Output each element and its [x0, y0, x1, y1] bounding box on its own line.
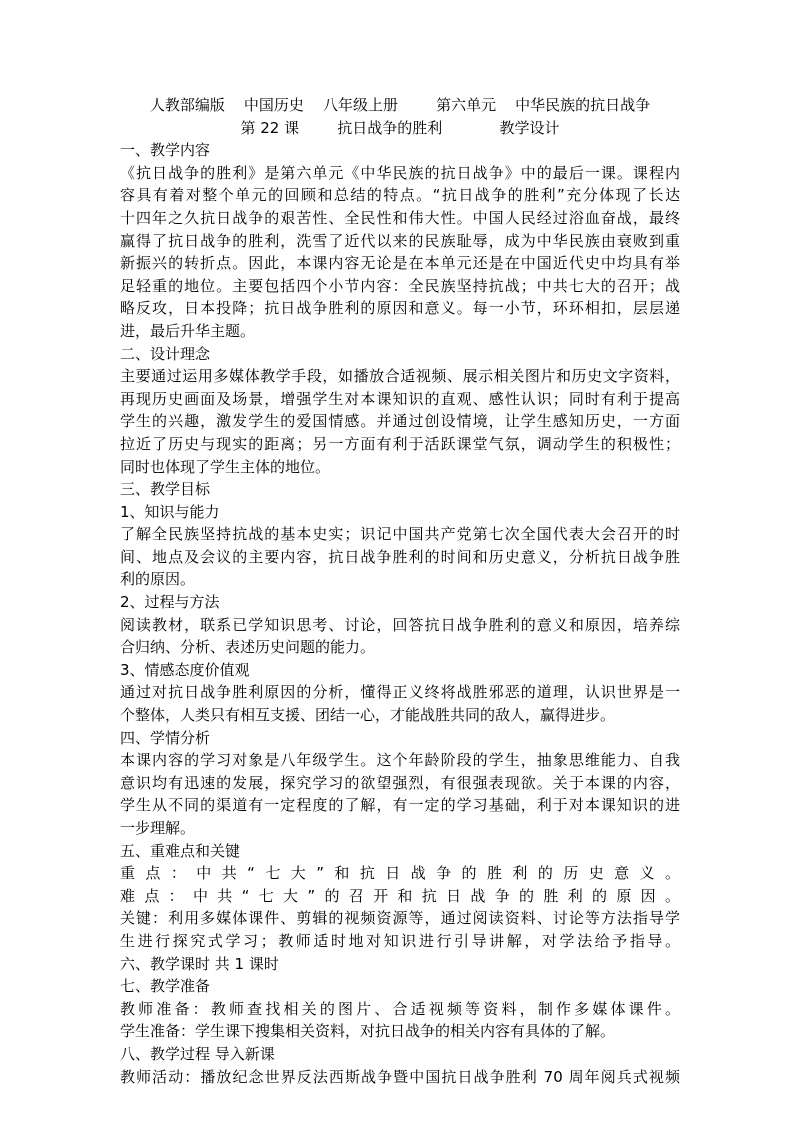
paragraph-line: 难点：中共“七大”的召开和抗日战争的胜利的原因。 — [120, 886, 680, 905]
paragraph-line: 十四年之久抗日战争的艰苦性、全民性和伟大性。中国人民经过浴血奋战，最终 — [120, 208, 680, 227]
paragraph-line: 学生从不同的渠道有一定程度的了解，有一定的学习基础，利于对本课知识的进 — [120, 796, 680, 815]
section — [120, 953, 680, 976]
paragraph-line: 再现历史画面及场景，增强学生对本课知识的直观、感性认识；同时有利于提高 — [120, 389, 680, 408]
section — [120, 659, 680, 727]
section-heading: 四、学情分析 — [120, 728, 211, 747]
section — [120, 478, 680, 501]
section-heading: 2、过程与方法 — [120, 593, 220, 612]
paragraph-line: 同时也体现了学生主体的地位。 — [120, 457, 331, 476]
paragraph-line: 间、地点及会议的主要内容，抗日战争胜利的时间和历史意义，分析抗日战争胜 — [120, 547, 680, 566]
document-page — [120, 94, 680, 1088]
paragraph-line: 足轻重的地位。主要包括四个小节内容：全民族坚持抗战；中共七大的召开；战 — [120, 276, 680, 295]
paragraph-line: 学生准备：学生课下搜集相关资料，对抗日战争的相关内容有具体的了解。 — [120, 1022, 616, 1041]
paragraph-line: 通过对抗日战争胜利原因的分析，懂得正义终将战胜邪恶的道理，认识世界是一 — [120, 683, 680, 702]
section — [120, 975, 680, 1043]
paragraph-line: 个整体，人类只有相互支援、团结一心，才能战胜共同的敌人，赢得进步。 — [120, 706, 616, 725]
paragraph-line: 一步理解。 — [120, 819, 196, 837]
paragraph-line: 阅读教材，联系已学知识思考、讨论，回答抗日战争胜利的意义和原因，培养综 — [120, 615, 680, 634]
section — [120, 139, 680, 342]
paragraph-line: 重点：中共“七大”和抗日战争的胜利的历史意义。 — [120, 864, 680, 883]
section-heading: 3、情感态度价值观 — [120, 660, 250, 679]
paragraph-line: 生进行探究式学习；教师适时地对知识进行引导讲解，对学法给予指导。 — [120, 931, 680, 950]
paragraph-line: 拉近了历史与现实的距离；另一方面有利于活跃课堂气氛，调动学生的积极性； — [120, 434, 680, 453]
section-heading: 六、教学课时 共 1 课时 — [120, 954, 279, 973]
document-header-line-1: 人教部编版 中国历史 八年级上册 第六单元 中华民族的抗日战争 — [149, 96, 651, 114]
paragraph-line: 意识均有迅速的发展，探究学习的欲望强烈，有很强表现欲。关于本课的内容， — [120, 773, 680, 792]
section — [120, 727, 680, 840]
paragraph-line: 进，最后升华主题。 — [120, 321, 256, 340]
paragraph-line: 教师准备：教师查找相关的图片、合适视频等资料，制作多媒体课件。 — [120, 999, 680, 1018]
section — [120, 1043, 680, 1088]
section — [120, 343, 680, 479]
paragraph-line: 教师活动：播放纪念世界反法西斯战争暨中国抗日战争胜利 70 周年阅兵式视频 — [120, 1067, 680, 1086]
section — [120, 840, 680, 953]
section-heading: 八、教学过程 导入新课 — [120, 1044, 275, 1063]
section — [120, 591, 680, 659]
paragraph-line: 新振兴的转折点。因此，本课内容无论是在本单元还是在中国近代史中均具有举 — [120, 254, 680, 273]
section-heading: 二、设计理念 — [120, 344, 211, 363]
document-body — [120, 139, 680, 1088]
paragraph-line: 关键：利用多媒体课件、剪辑的视频资源等，通过阅读资料、讨论等方法指导学 — [120, 909, 680, 928]
paragraph-line: 学生的兴趣，激发学生的爱国情感。并通过创设情境，让学生感知历史，一方面 — [120, 412, 680, 431]
section-heading: 三、教学目标 — [120, 480, 211, 499]
paragraph-line: 略反攻，日本投降；抗日战争胜利的原因和意义。每一小节，环环相扣，层层递 — [120, 299, 680, 318]
paragraph-line: 了解全民族坚持抗战的基本史实；识记中国共产党第七次全国代表大会召开的时 — [120, 525, 680, 544]
section-heading: 一、教学内容 — [120, 141, 211, 160]
paragraph-line: 容具有着对整个单元的回顾和总结的特点。“抗日战争的胜利”充分体现了长达 — [120, 186, 680, 205]
section-heading: 七、教学准备 — [120, 977, 211, 996]
paragraph-line: 利的原因。 — [120, 570, 196, 589]
section-heading: 五、重难点和关键 — [120, 841, 241, 860]
section-heading: 1、知识与能力 — [120, 502, 220, 521]
paragraph-line: 赢得了抗日战争的胜利，洗雪了近代以来的民族耻辱，成为中华民族由衰败到重 — [120, 231, 680, 250]
paragraph-line: 本课内容的学习对象是八年级学生。这个年龄阶段的学生，抽象思维能力、自我 — [120, 751, 680, 770]
paragraph-line: 主要通过运用多媒体教学手段，如播放合适视频、展示相关图片和历史文字资料， — [120, 367, 680, 386]
paragraph-line: 合归纳、分析、表述历史问题的能力。 — [120, 638, 376, 657]
paragraph-line: 《抗日战争的胜利》是第六单元《中华民族的抗日战争》中的最后一课。课程内 — [120, 163, 680, 182]
document-header-line-2: 第 22 课 抗日战争的胜利 教学设计 — [240, 118, 560, 137]
section — [120, 501, 680, 591]
